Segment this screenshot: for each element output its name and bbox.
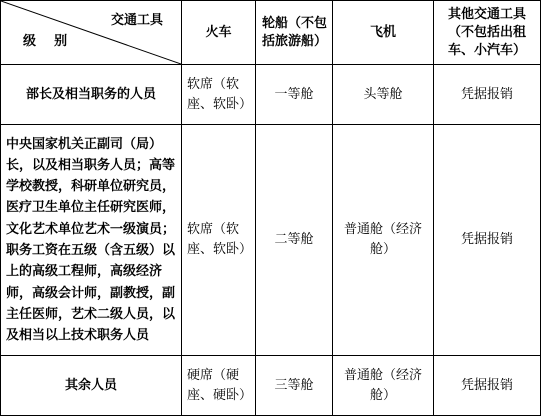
table-row: [1, 65, 541, 125]
rank-cell: 中央国家机关正副司（局）长，以及相当职务人员；高等学校教授，科研单位研究员，医疗卫生单位主任研究医师，文化艺术单位艺术一级演员；职务工资在五级（含五级）以上的高级工程师，高级经济师，高级会计师，副教授，副主任医师，艺术二级人员，以及相当以上技术职务人员: [1, 125, 182, 356]
other-cell: 凭据报销: [434, 356, 541, 416]
header-row: [1, 1, 541, 65]
plane-cell: 头等舱: [333, 65, 434, 125]
header-plane: 飞机: [333, 1, 434, 65]
header-train: 火车: [182, 1, 256, 65]
train-cell: 软席（软座、软卧）: [182, 65, 256, 125]
header-rank-label: 级 别: [23, 34, 68, 49]
rank-cell: 其余人员: [1, 356, 182, 416]
diagonal-header-cell: [1, 1, 182, 65]
other-cell: 凭据报销: [434, 125, 541, 356]
table-row: [1, 356, 541, 416]
ship-cell: 三等舱: [256, 356, 333, 416]
header-other: 其他交通工具（不包括出租车、小汽车）: [434, 1, 541, 65]
ship-cell: 二等舱: [256, 125, 333, 356]
plane-cell: 普通舱（经济舱）: [333, 356, 434, 416]
train-cell: 硬席（硬座、硬卧）: [182, 356, 256, 416]
train-cell: 软席（软座、软卧）: [182, 125, 256, 356]
rank-cell: 部长及相当职务的人员: [1, 65, 182, 125]
plane-cell: 普通舱（经济舱）: [333, 125, 434, 356]
header-transport-label: 交通工具: [110, 13, 163, 28]
other-cell: 凭据报销: [434, 65, 541, 125]
table-row: [1, 125, 541, 356]
header-ship: 轮船（不包括旅游船）: [256, 1, 333, 65]
ship-cell: 一等舱: [256, 65, 333, 125]
